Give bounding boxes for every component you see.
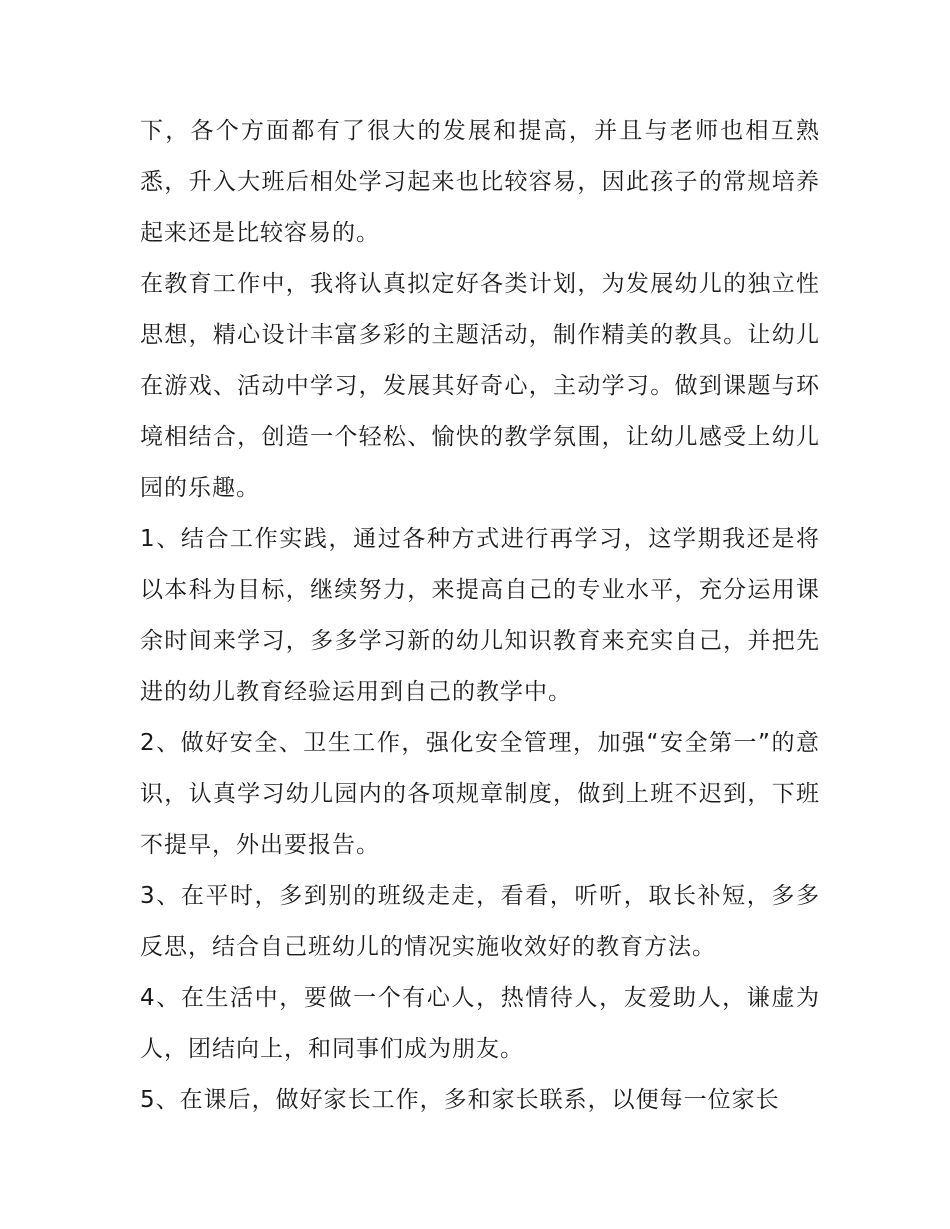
list-item-4-life: 4、在生活中，要做一个有心人，热情待人，友爱助人，谦虚为人，团结向上，和同事们成为朋友。 xyxy=(140,985,820,1062)
paragraph-education-work: 在教育工作中，我将认真拟定好各类计划，为发展幼儿的独立性思想，精心设计丰富多彩的主题活动，制作精美的教具。让幼儿在游戏、活动中学习，发展其好奇心，主动学习。做到课题与环境相结合，创造一个轻松、愉快的教学氛围，让幼儿感受上幼儿园的乐趣。 xyxy=(140,271,820,501)
list-item-3-observe: 3、在平时，多到别的班级走走，看看，听听，取长补短，多多反思，结合自己班幼儿的情况实施收效好的教育方法。 xyxy=(140,883,820,960)
paragraph-continuation: 下，各个方面都有了很大的发展和提高，并且与老师也相互熟悉，升入大班后相处学习起来也比较容易，因此孩子的常规培养起来还是比较容易的。 xyxy=(140,118,820,246)
list-item-1-study: 1、结合工作实践，通过各种方式进行再学习，这学期我还是将以本科为目标，继续努力，来提高自己的专业水平，充分运用课余时间来学习，多多学习新的幼儿知识教育来充实自己，并把先进的幼儿教育经验运用到自己的教学中。 xyxy=(140,526,820,705)
document-body xyxy=(140,106,820,1126)
list-item-2-safety: 2、做好安全、卫生工作，强化安全管理，加强“安全第一”的意识，认真学习幼儿园内的各项规章制度，做到上班不迟到，下班不提早，外出要报告。 xyxy=(140,730,820,858)
list-item-5-parents: 5、在课后，做好家长工作，多和家长联系，以便每一位家长 xyxy=(140,1087,780,1113)
